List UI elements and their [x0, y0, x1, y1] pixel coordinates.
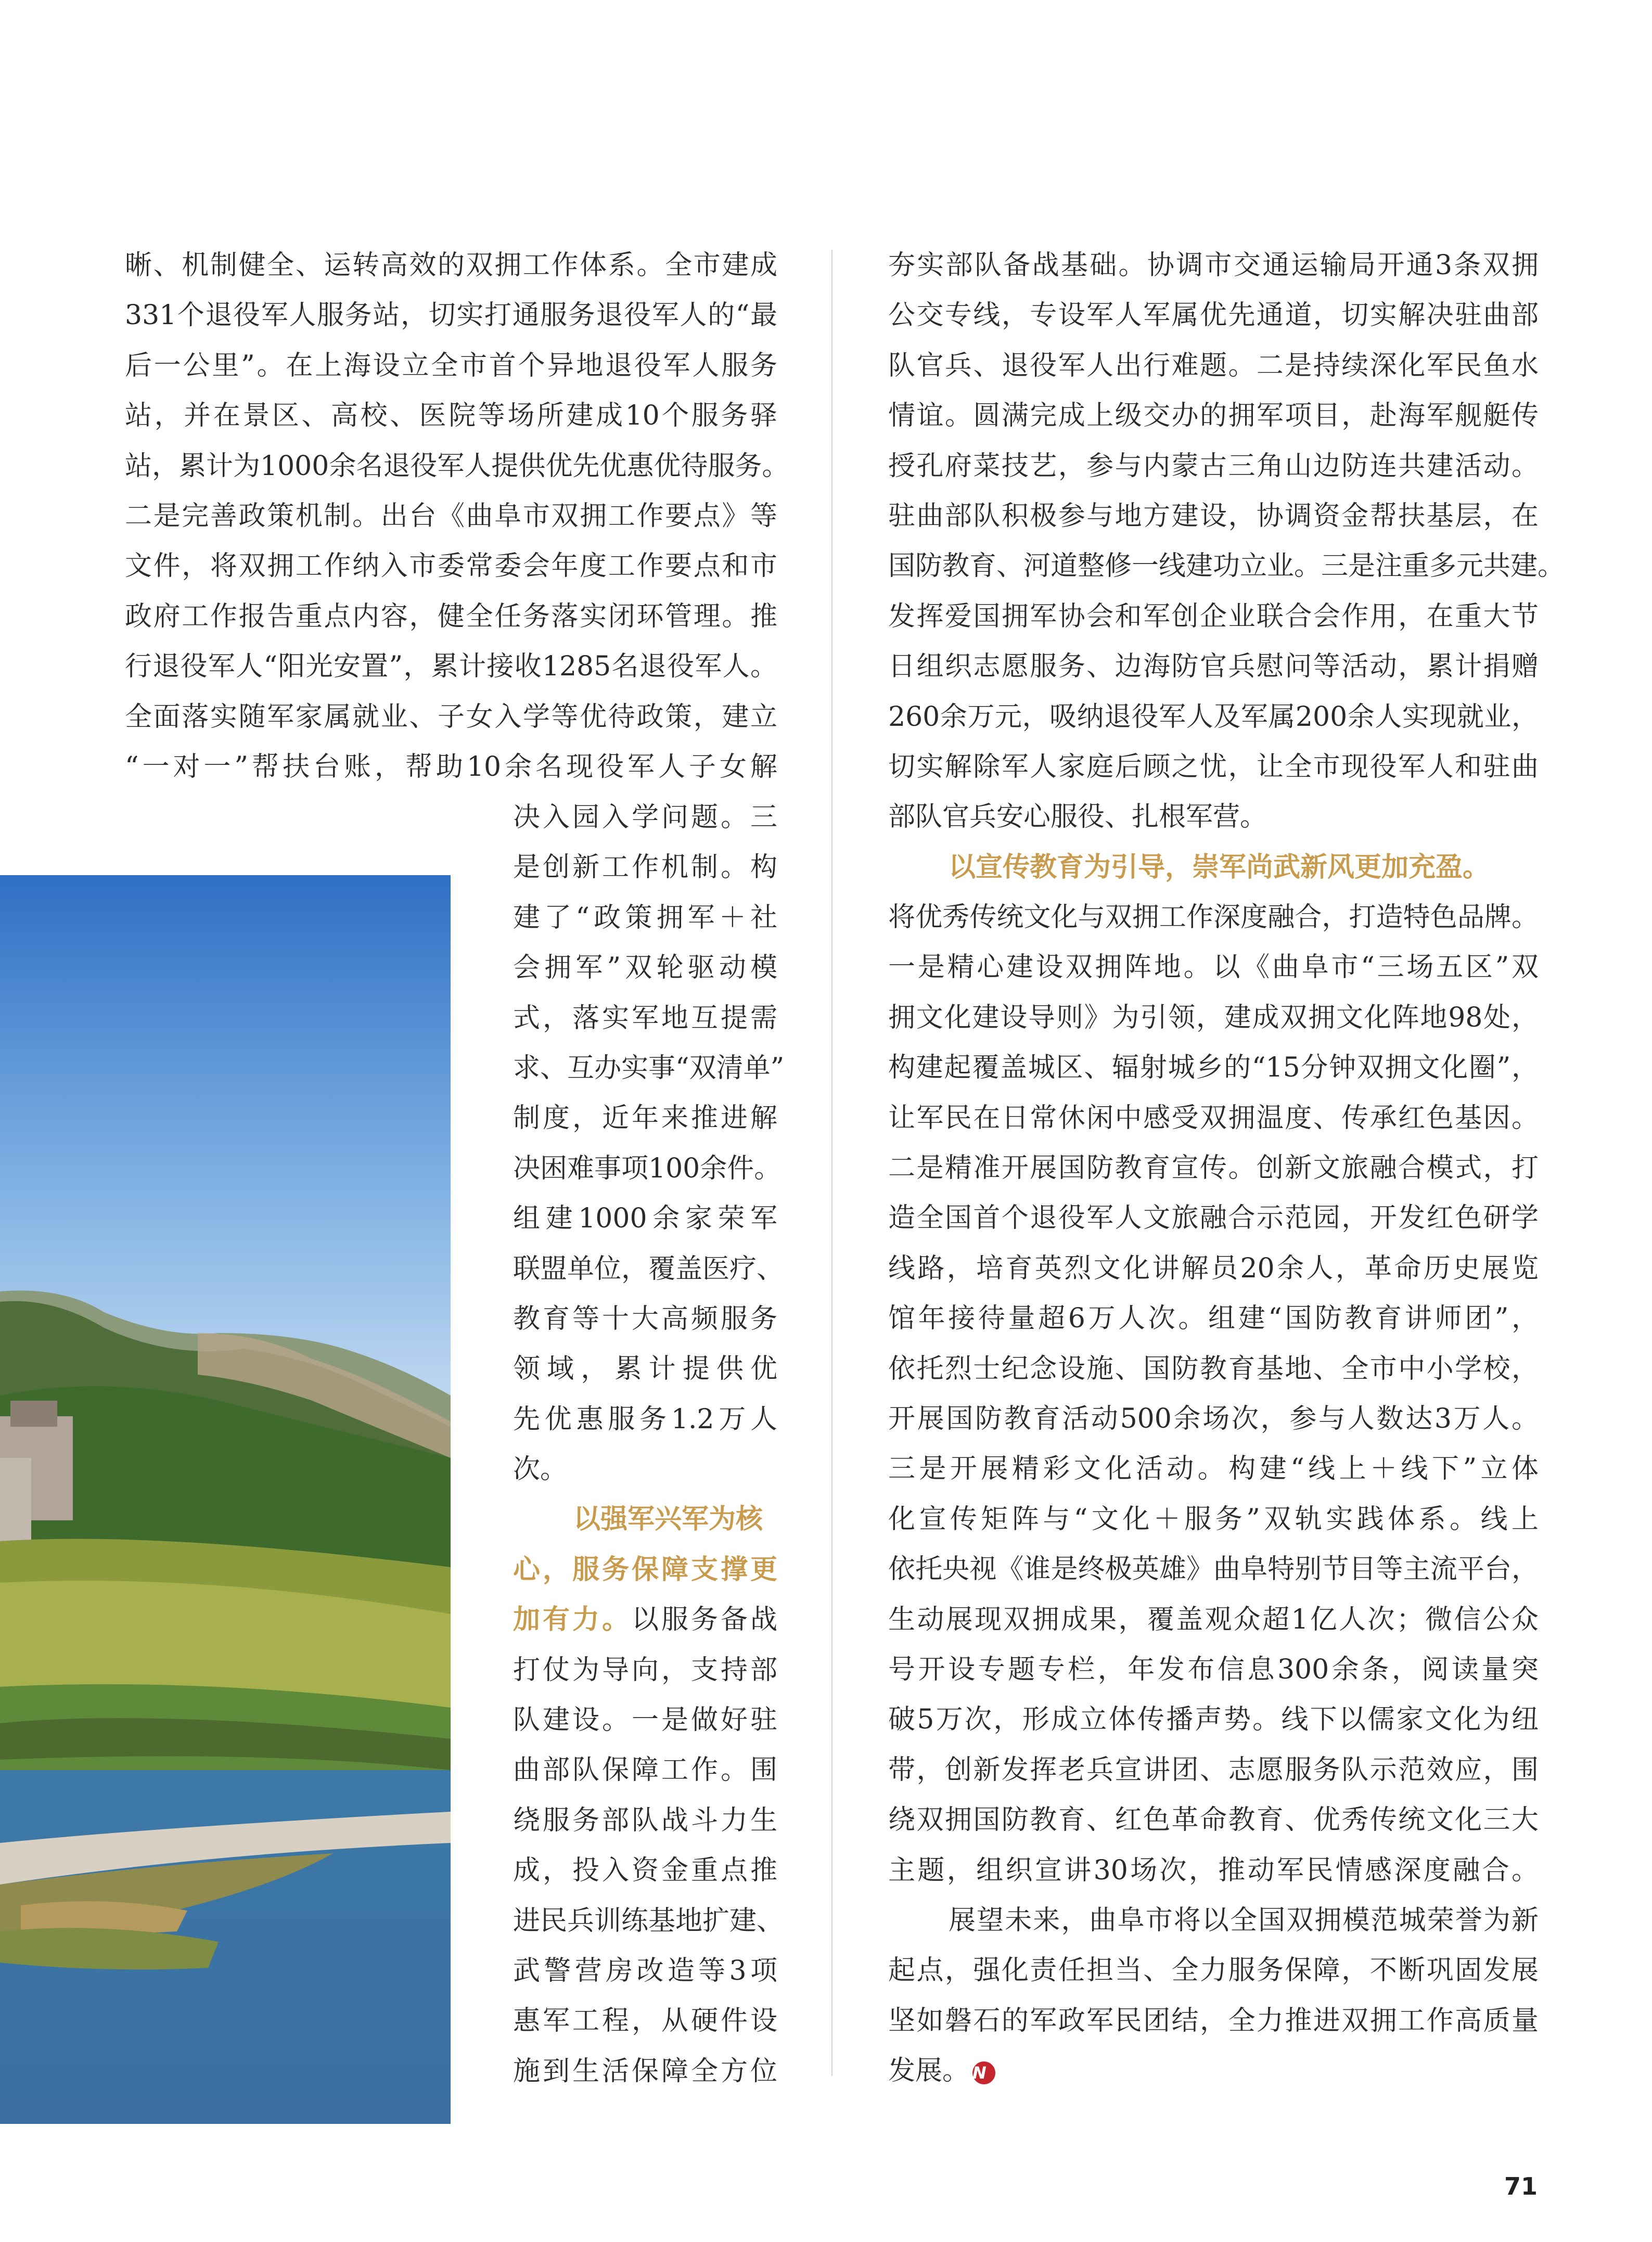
- narrow-column-text: [513, 792, 785, 1494]
- text-line: 造全国首个退役军人文旅融合示范园，开发红色研学: [888, 1202, 1539, 1234]
- text-line: 成，投入资金重点推: [513, 1855, 777, 1887]
- text-line: 展望未来，曲阜市将以全国双拥模范城荣誉为新: [949, 1904, 1539, 1936]
- text-line: 构建起覆盖城区、辐射城乡的“15分钟双拥文化圈”，: [888, 1052, 1539, 1084]
- landscape-photo: [0, 875, 451, 2128]
- text-line: 将优秀传统文化与双拥工作深度融合，打造特色品牌。: [888, 902, 1539, 933]
- text-line: 全面落实随军家属就业、子女入学等优待政策，建立: [125, 701, 777, 733]
- text-line: 次。: [513, 1454, 568, 1485]
- right-column: [888, 240, 1565, 2096]
- text-line: 式，落实军地互提需: [513, 1002, 777, 1034]
- closing-paragraph: [888, 1895, 1539, 2046]
- text-line: 部队官兵安心服役、扎根军营。: [888, 801, 1267, 833]
- text-line: 一是精心建设双拥阵地。以《曲阜市“三场五区”双: [888, 952, 1539, 983]
- left-column: [125, 240, 789, 792]
- text-line: 驻曲部队积极参与地方建设，协调资金帮扶基层，在: [888, 500, 1539, 532]
- text-line: 号开设专题专栏，年发布信息300余条，阅读量突: [888, 1654, 1539, 1685]
- text-line: 260余万元，吸纳退役军人及军属200余人实现就业，: [888, 701, 1539, 733]
- text-line: 拥文化建设导则》为引领，建成双拥文化阵地98处，: [888, 1002, 1539, 1033]
- text-line: 惠军工程，从硬件设: [513, 2005, 777, 2037]
- text-line: 依托央视《谁是终极英雄》曲阜特别节目等主流平台，: [888, 1554, 1539, 1585]
- text-line: 决入园入学问题。三: [513, 802, 777, 833]
- text-line: 施到生活保障全方位: [513, 2055, 777, 2087]
- text-line: 馆年接待量超6万人次。组建“国防教育讲师团”，: [888, 1303, 1539, 1335]
- right-column-text-after: [888, 892, 1539, 1895]
- text-line: 二是精准开展国防教育宣传。创新文旅融合模式，打: [888, 1152, 1539, 1184]
- right-column-text: [888, 240, 1565, 842]
- text-line: 生动展现双拥成果，覆盖观众超1亿人次；微信公众: [888, 1604, 1539, 1635]
- text-line: 起点，强化责任担当、全力服务保障，不断巩固发展: [888, 1955, 1539, 1987]
- text-line: 三是开展精彩文化活动。构建“线上＋线下”立体: [888, 1453, 1539, 1485]
- column-divider: [831, 250, 833, 2076]
- text-line: 依托烈士纪念设施、国防教育基地、全市中小学校，: [888, 1353, 1539, 1385]
- text-line: 是创新工作机制。构: [513, 852, 777, 883]
- text-line: 组建1000余家荣军: [513, 1203, 777, 1235]
- text-line: 会拥军”双轮驱动模: [513, 952, 777, 984]
- text-line: 政府工作报告重点内容，健全任务落实闭环管理。推: [125, 600, 777, 632]
- text-line: 站，并在景区、高校、医院等场所建成10个服务驿: [125, 400, 777, 432]
- text-line: 武警营房改造等3项: [513, 1955, 777, 1987]
- text-line: 情谊。圆满完成上级交办的拥军项目，赴海军舰艇传: [888, 400, 1539, 432]
- text-line: 文件，将双拥工作纳入市委常委会年度工作要点和市: [125, 550, 777, 582]
- text-line: 打仗为导向，支持部: [513, 1654, 777, 1686]
- paragraph-start: 以服务备战: [632, 1604, 777, 1636]
- text-line: 晰、机制健全、运转高效的双拥工作体系。全市建成: [125, 250, 777, 281]
- text-line: 夯实部队备战基础。协调市交通运输局开通3条双拥: [888, 250, 1539, 281]
- text-line: 站，累计为1000余名退役军人提供优先优惠优待服务。: [125, 450, 789, 482]
- text-line: 决困难事项100余件。: [513, 1152, 782, 1184]
- text-line: 坚如磐石的军政军民团结，全力推进双拥工作高质量: [888, 2005, 1539, 2036]
- section-heading: [513, 1494, 777, 1544]
- text-line: 主题，组织宣讲30场次，推动军民情感深度融合。: [888, 1854, 1539, 1886]
- text-line: 联盟单位，覆盖医疗、: [513, 1253, 784, 1285]
- text-line: 开展国防教育活动500余场次，参与人数达3万人。: [888, 1403, 1539, 1434]
- page-number: 71: [1504, 2172, 1538, 2200]
- text-line: 行退役军人“阳光安置”，累计接收1285名退役军人。: [125, 651, 777, 683]
- text-line: 发挥爱国拥军协会和军创企业联合会作用，在重大节: [888, 600, 1539, 632]
- section-heading-tail: [513, 1595, 777, 1645]
- end-mark-icon: N: [972, 2061, 995, 2084]
- closing-last-text: 发展。: [888, 2055, 970, 2087]
- text-line: 绕双拥国防教育、红色革命教育、优秀传统文化三大: [888, 1804, 1539, 1836]
- text-line: 领域，累计提供优: [513, 1353, 777, 1385]
- text-line: 曲部队保障工作。围: [513, 1754, 777, 1786]
- text-line: 让军民在日常休闲中感受双拥温度、传承红色基因。: [888, 1102, 1539, 1134]
- text-line: 建了“政策拥军＋社: [513, 902, 777, 933]
- narrow-column: [513, 792, 785, 2096]
- text-line: 331个退役军人服务站，切实打通服务退役军人的“最: [125, 300, 777, 331]
- text-line: “一对一”帮扶台账，帮助10余名现役军人子女解: [125, 751, 777, 783]
- section-heading-text: 以宣传教育为引导，崇军尚武新风更加充盈。: [949, 851, 1490, 883]
- text-line: 二是完善政策机制。出台《曲阜市双拥工作要点》等: [125, 500, 777, 532]
- text-line: 进民兵训练基地扩建、: [513, 1905, 784, 1937]
- text-line: 日组织志愿服务、边海防官兵慰问等活动，累计捐赠: [888, 651, 1539, 683]
- text-line: 带，创新发挥老兵宣讲团、志愿服务队示范效应，围: [888, 1754, 1539, 1786]
- text-line: 队建设。一是做好驻: [513, 1705, 777, 1736]
- section-heading: [888, 842, 1539, 892]
- text-line: 线路，培育英烈文化讲解员20余人，革命历史展览: [888, 1252, 1539, 1284]
- text-line: 队官兵、退役军人出行难题。二是持续深化军民鱼水: [888, 350, 1539, 381]
- text-line: 后一公里”。在上海设立全市首个异地退役军人服务: [125, 350, 777, 381]
- text-line: 求、互办实事“双清单”: [513, 1052, 785, 1084]
- text-line: 破5万次，形成立体传播声势。线下以儒家文化为纽: [888, 1704, 1539, 1736]
- text-line: 公交专线，专设军人军属优先通道，切实解决驻曲部: [888, 300, 1539, 331]
- closing-last-line: [888, 2046, 1539, 2096]
- text-line: 先优惠服务1.2万人: [513, 1403, 777, 1435]
- section-heading: [513, 1545, 777, 1595]
- text-line: 切实解除军人家庭后顾之忧，让全市现役军人和驻曲: [888, 751, 1539, 783]
- section-heading-line3: 加有力。: [513, 1604, 632, 1636]
- section-heading-line2: 心，服务保障支撑更: [513, 1554, 777, 1585]
- text-line: 制度，近年来推进解: [513, 1103, 777, 1134]
- text-line: 化宣传矩阵与“文化＋服务”双轨实践体系。线上: [888, 1503, 1539, 1535]
- text-line: 教育等十大高频服务: [513, 1303, 777, 1335]
- section-heading-line1: 以强军兴军为核: [573, 1504, 763, 1535]
- text-line: 绕服务部队战斗力生: [513, 1804, 777, 1836]
- text-line: 授孔府菜技艺，参与内蒙古三角山边防连共建活动。: [888, 450, 1539, 482]
- text-line: 国防教育、河道整修一线建功立业。三是注重多元共建。: [888, 550, 1565, 582]
- narrow-column-text-after: [513, 1645, 784, 2097]
